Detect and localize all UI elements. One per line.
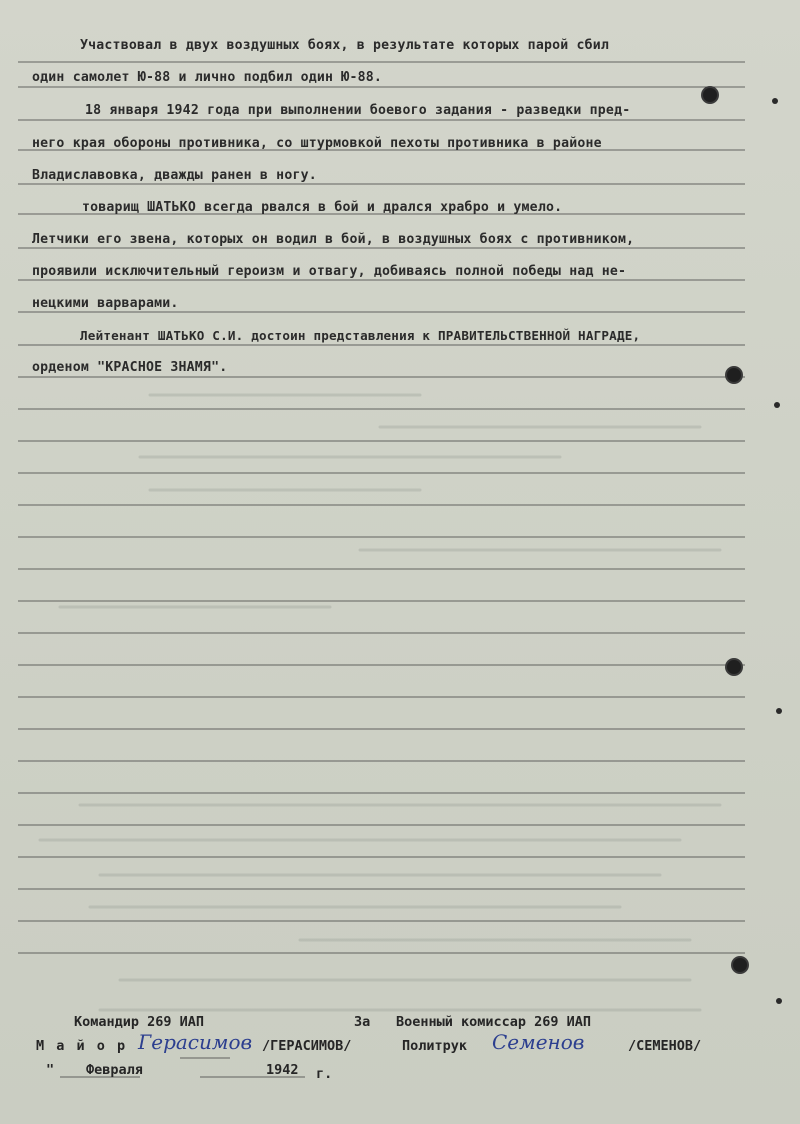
commissar-title: Военный комиссар 269 ИАП [396,1014,592,1030]
body-line-9: нецкими варварами. [32,296,179,311]
ink-speck [776,998,782,1004]
body-line-5: Владиславовка, дважды ранен в ногу. [32,168,317,183]
body-line-2: один самолет Ю-88 и лично подбил один Ю-88. [32,70,383,85]
body-line-11: орденом "КРАСНОЕ ЗНАМЯ". [32,360,228,375]
commander-rank: М а й о р [36,1038,128,1054]
commander-signature: Герасимов [138,1030,253,1054]
za-label: За [354,1014,371,1030]
body-line-3: 18 января 1942 года при выполнении боевого задания - разведки пред- [85,103,631,118]
body-line-8: проявили исключительный героизм и отвагу, добиваясь полной победы над не- [32,264,627,279]
punch-hole [727,660,741,674]
date-quote: " [46,1062,55,1078]
commissar-name: /СЕМЕНОВ/ [628,1038,702,1054]
date-month: Февраля [86,1062,143,1078]
body-line-4: него края обороны противника, со штурмовкой пехоты противника в районе [32,136,602,151]
punch-hole [733,958,747,972]
ink-speck [772,98,778,104]
date-suffix: г. [316,1066,333,1082]
body-line-10: Лейтенант ШАТЬКО С.И. достоин представления к ПРАВИТЕЛЬСТВЕННОЙ НАГРАДЕ, [80,328,641,343]
body-line-6: товарищ ШАТЬКО всегда рвался в бой и дрался храбро и умело. [82,200,563,215]
body-line-1: Участвовал в двух воздушных боях, в результате которых парой сбил [80,38,610,53]
commissar-rank: Политрук [402,1038,468,1054]
ink-speck [776,708,782,714]
body-line-7: Летчики его звена, которых он водил в бой, в воздушных боях с противником, [32,232,635,247]
date-year: 1942 [266,1062,299,1078]
commander-name: /ГЕРАСИМОВ/ [262,1038,352,1054]
commander-title: Командир 269 ИАП [74,1014,205,1030]
punch-hole [727,368,741,382]
commissar-signature: Семенов [492,1030,585,1054]
punch-hole [703,88,717,102]
ink-speck [774,402,780,408]
